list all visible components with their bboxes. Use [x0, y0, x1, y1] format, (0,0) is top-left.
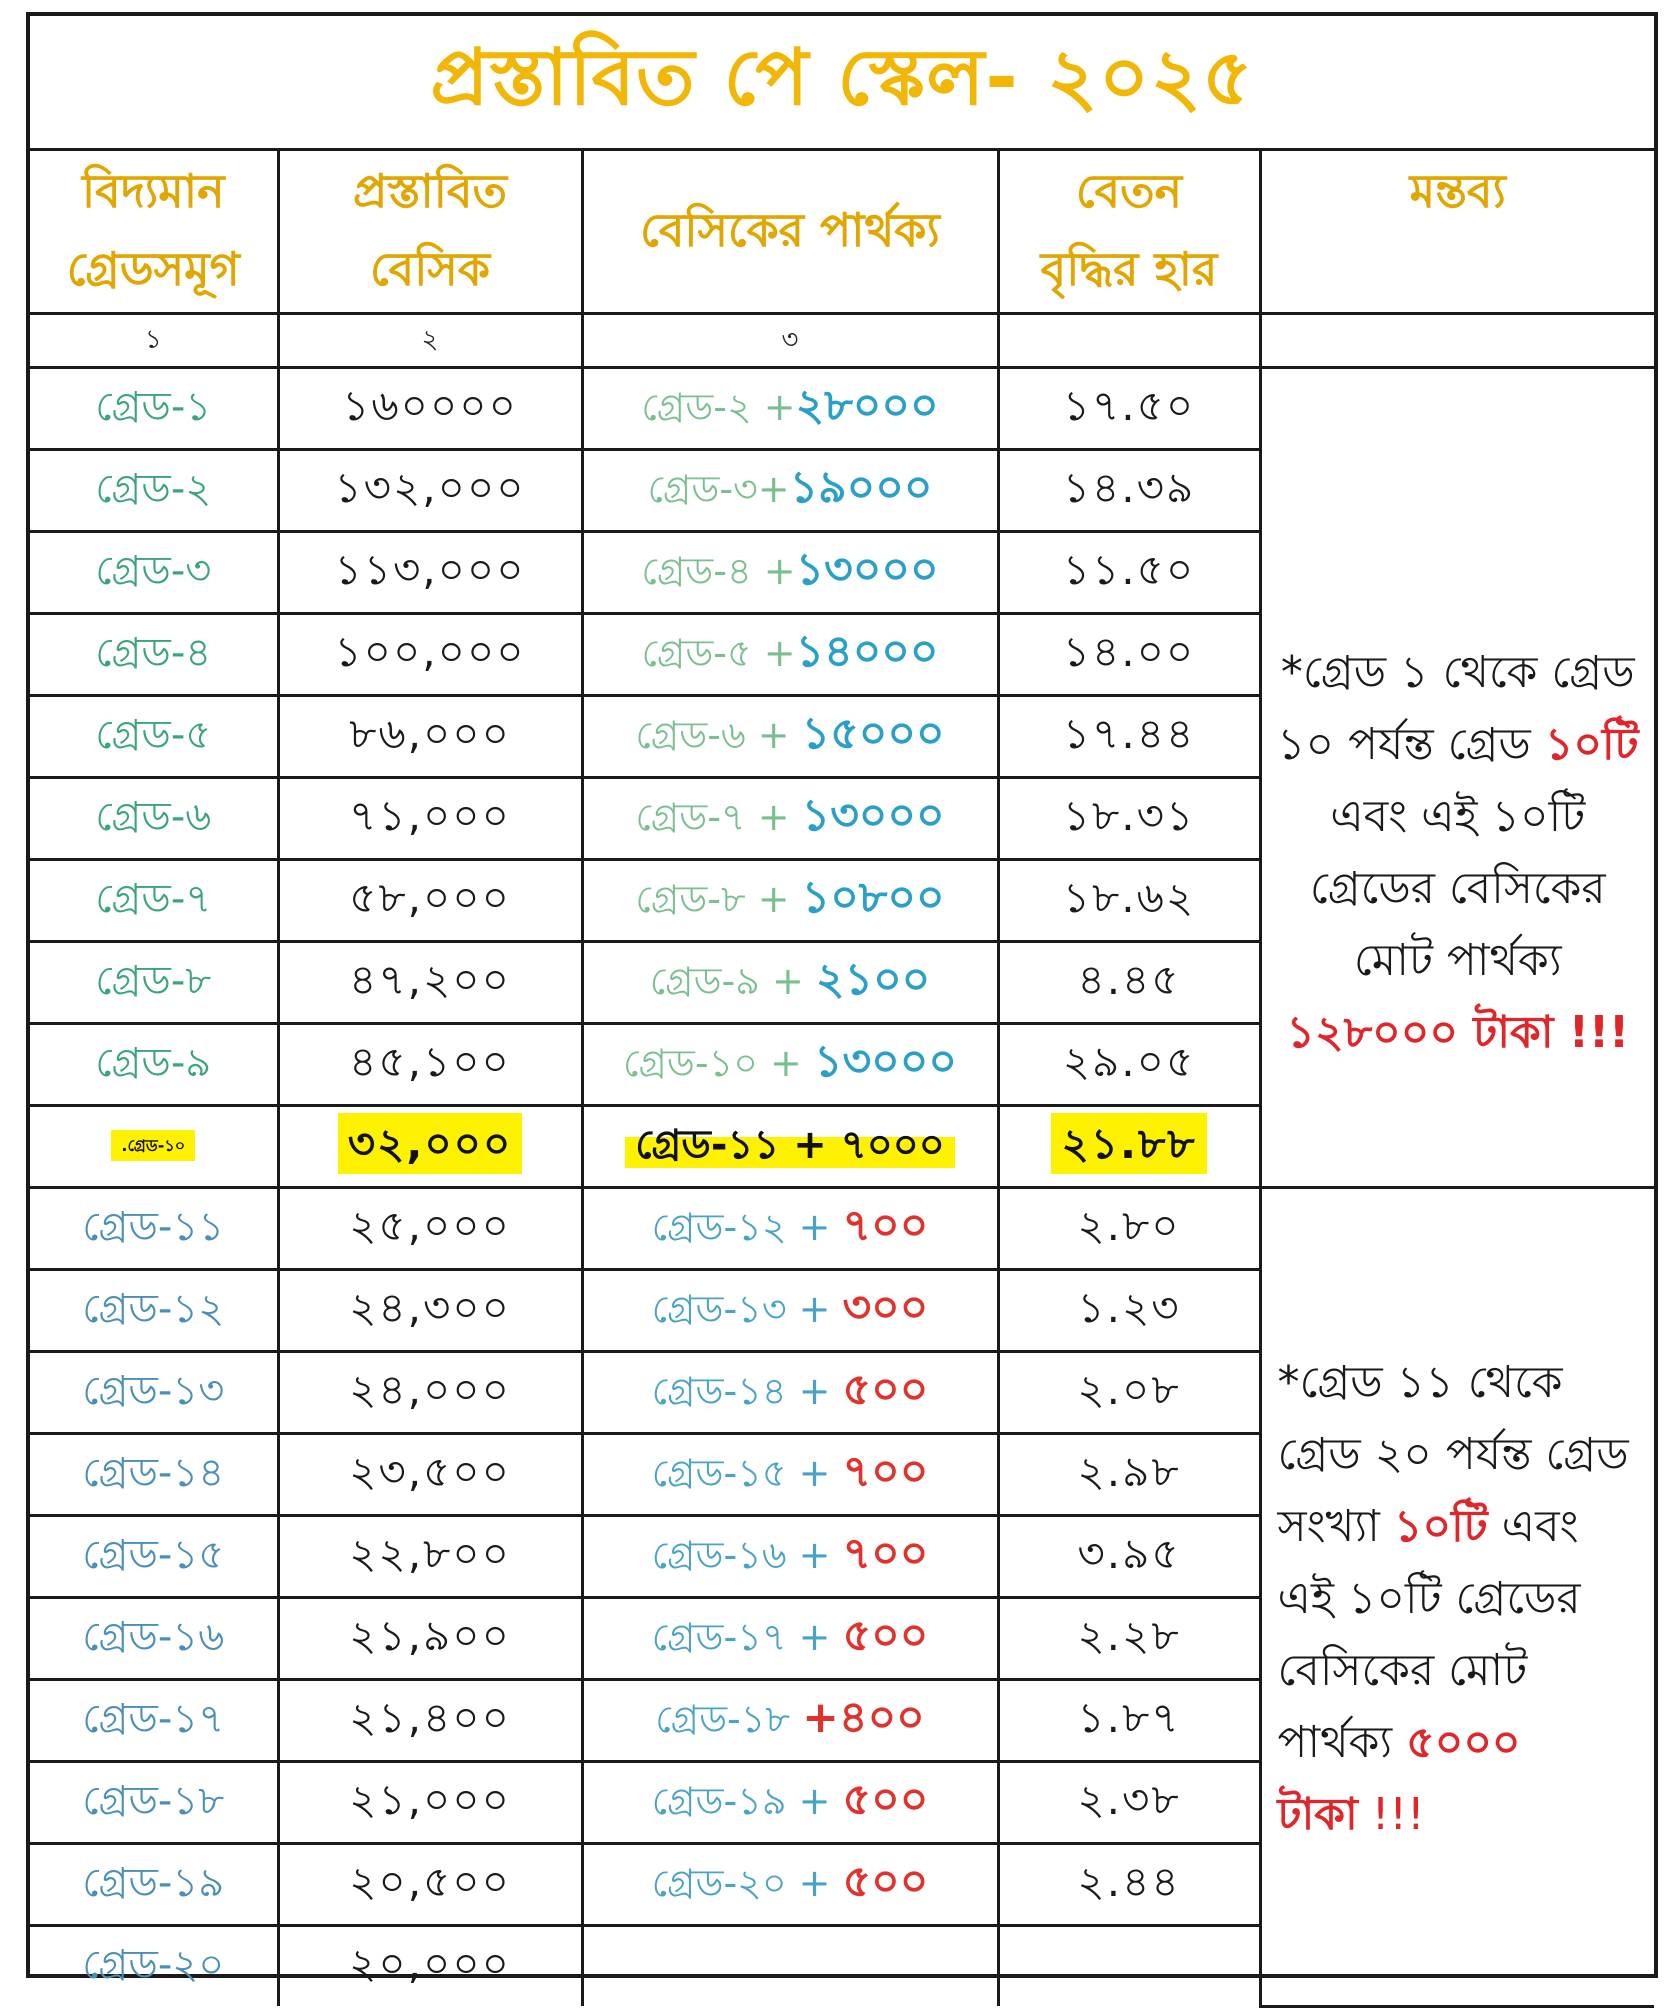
header-remarks — [1260, 148, 1654, 314]
difference-value — [651, 1856, 929, 1907]
basic-value: ৭১,০০০ — [349, 791, 511, 840]
difference-value — [641, 626, 939, 677]
grade-cell — [30, 1762, 278, 1844]
rate-value: ৩.৯৫ — [1077, 1529, 1181, 1578]
remark-total: ৫০০০ — [1406, 1716, 1521, 1768]
rate-value: ১৪.৩৯ — [1062, 463, 1196, 512]
basic-value: ৫৮,০০০ — [349, 873, 511, 922]
basic-cell — [278, 1926, 582, 2007]
basic-value: ২৩,৫০০ — [349, 1447, 511, 1496]
header-proposed-basic — [278, 148, 582, 314]
rate-cell — [998, 450, 1260, 532]
basic-value: ২৪,০০০ — [349, 1365, 511, 1414]
difference-grade: গ্রেড-৩+ — [647, 467, 790, 511]
rate-value: ১৮.৬২ — [1062, 873, 1196, 922]
basic-cell — [278, 1270, 582, 1352]
grade-label: গ্রেড-৭ — [95, 876, 212, 922]
basic-cell — [278, 696, 582, 778]
grade-label: .গ্রেড-১০ — [111, 1130, 195, 1161]
difference-value — [651, 1364, 929, 1415]
remark-line: *গ্রেড ১ থেকে গ্রেড — [1280, 646, 1635, 698]
rate-cell — [998, 368, 1260, 450]
grade-cell — [30, 1598, 278, 1680]
difference-cell — [582, 1106, 998, 1188]
basic-cell — [278, 942, 582, 1024]
difference-grade: গ্রেড-৮ + — [635, 877, 802, 921]
basic-cell — [278, 368, 582, 450]
rate-value: ১৮.৩১ — [1062, 791, 1196, 840]
difference-cell — [582, 1270, 998, 1352]
difference-value — [649, 954, 931, 1005]
rate-value: ২.৩৮ — [1077, 1775, 1181, 1824]
rate-value: ১৭.৫০ — [1062, 381, 1196, 430]
basic-value: ২৪,৩০০ — [349, 1283, 511, 1332]
grade-label: গ্রেড-২০ — [82, 1942, 225, 1988]
rate-cell — [998, 778, 1260, 860]
difference-cell — [582, 1516, 998, 1598]
table-header-row — [30, 148, 1654, 314]
difference-amount: ৭০০ — [842, 1446, 929, 1497]
rate-cell — [998, 1106, 1260, 1188]
grade-label: গ্রেড-৩ — [95, 548, 212, 594]
difference-grade: গ্রেড-১২ + — [651, 1205, 843, 1249]
difference-amount: ১৩০০০ — [813, 1036, 957, 1087]
difference-cell — [582, 1188, 998, 1270]
basic-value: ৩২,০০০ — [338, 1113, 523, 1174]
basic-value: ২২,৮০০ — [349, 1529, 511, 1578]
header-line: বেতন — [1075, 164, 1183, 218]
grade-label: গ্রেড-৯ — [95, 1040, 212, 1086]
basic-cell — [278, 1188, 582, 1270]
difference-grade: গ্রেড-১৬ + — [651, 1533, 843, 1577]
difference-amount: ১৩০০০ — [801, 790, 945, 841]
difference-cell — [582, 450, 998, 532]
basic-cell — [278, 860, 582, 942]
grade-cell — [30, 1516, 278, 1598]
grade-label: গ্রেড-১৭ — [82, 1696, 225, 1742]
difference-amount: ১৫০০০ — [801, 708, 945, 759]
difference-value — [625, 1122, 955, 1168]
difference-value — [651, 1774, 929, 1825]
difference-amount: ৩০০ — [842, 1282, 929, 1333]
difference-amount: ১৩০০০ — [795, 544, 939, 595]
grade-cell — [30, 1926, 278, 2007]
difference-grade: গ্রেড-৬ + — [635, 713, 802, 757]
remark-line: মোট পার্থক্য — [1353, 934, 1562, 986]
remark-line — [1278, 1491, 1655, 1563]
difference-grade: গ্রেড-১৭ + — [651, 1615, 843, 1659]
difference-cell — [582, 1024, 998, 1106]
remark-line: এবং এই ১০টি — [1330, 790, 1586, 842]
rate-cell — [998, 1516, 1260, 1598]
basic-cell — [278, 778, 582, 860]
rate-value: ১৪.০০ — [1062, 627, 1196, 676]
basic-cell — [278, 1680, 582, 1762]
rate-cell — [998, 1270, 1260, 1352]
grade-label: গ্রেড-২ — [95, 466, 212, 512]
header-line: বেসিক — [370, 242, 490, 296]
column-number: ১ — [30, 314, 278, 368]
basic-cell — [278, 1598, 582, 1680]
remark-line — [1278, 1779, 1655, 1851]
remark-total: ১২৮০০০ টাকা !!! — [1286, 1006, 1630, 1058]
difference-cell — [582, 1844, 998, 1926]
difference-grade: গ্রেড-১৯ + — [651, 1779, 843, 1823]
difference-cell — [582, 1926, 998, 2007]
difference-amount: ১৪০০০ — [795, 626, 939, 677]
rate-cell — [998, 1598, 1260, 1680]
rate-cell — [998, 1680, 1260, 1762]
difference-grade: গ্রেড-১৫ + — [651, 1451, 843, 1495]
header-increase-rate — [998, 148, 1260, 314]
rate-cell — [998, 1024, 1260, 1106]
header-line: বৃদ্ধির হার — [1040, 242, 1218, 296]
grade-cell — [30, 778, 278, 860]
basic-value: ২১,৯০০ — [349, 1611, 511, 1660]
basic-cell — [278, 1352, 582, 1434]
rate-cell — [998, 1926, 1260, 2007]
remark-grade-11-20 — [1260, 1188, 1654, 2007]
grade-label: গ্রেড-৫ — [95, 712, 212, 758]
difference-amount: ১০৮০০ — [801, 872, 945, 923]
column-number: ৩ — [582, 314, 998, 368]
rate-cell — [998, 614, 1260, 696]
header-line: প্রস্তাবিত — [352, 164, 508, 218]
column-number: ২ — [278, 314, 582, 368]
grade-label: গ্রেড-১১ — [82, 1204, 225, 1250]
basic-value: ২৫,০০০ — [349, 1201, 511, 1250]
pay-scale-sheet — [26, 12, 1658, 1988]
difference-cell — [582, 778, 998, 860]
rate-cell — [998, 1188, 1260, 1270]
grade-cell — [30, 1024, 278, 1106]
remark-line: *গ্রেড ১১ থেকে — [1277, 1356, 1563, 1408]
basic-cell — [278, 1024, 582, 1106]
basic-cell — [278, 1516, 582, 1598]
difference-value — [635, 708, 945, 759]
grade-label: গ্রেড-৪ — [95, 630, 212, 676]
basic-cell — [278, 1762, 582, 1844]
difference-amount: ৭০০০ — [840, 1122, 945, 1168]
grade-label: গ্রেড-১ — [95, 384, 212, 430]
basic-cell — [278, 532, 582, 614]
rate-value: ১.২৩ — [1077, 1283, 1181, 1332]
grade-cell — [30, 1844, 278, 1926]
page-title: প্রস্তাবিত পে স্কেল- ২০২৫ — [30, 16, 1654, 151]
difference-grade: গ্রেড-১১ + — [635, 1122, 841, 1168]
difference-cell — [582, 860, 998, 942]
remark-total: টাকা — [1277, 1788, 1358, 1840]
basic-cell — [278, 1106, 582, 1188]
rate-value: ৪.৪৫ — [1077, 955, 1181, 1004]
difference-value — [623, 1036, 957, 1087]
difference-amount: ৭০০ — [842, 1528, 929, 1579]
basic-value: ১১৩,০০০ — [334, 545, 526, 594]
header-line: মন্তব্য — [1409, 164, 1506, 218]
basic-value: ২১,০০০ — [349, 1775, 511, 1824]
grade-cell — [30, 368, 278, 450]
difference-value — [651, 1282, 929, 1333]
remark-text: পার্থক্য — [1277, 1716, 1407, 1768]
rate-cell — [998, 1434, 1260, 1516]
difference-value — [651, 1446, 929, 1497]
difference-cell — [582, 942, 998, 1024]
rate-cell — [998, 1844, 1260, 1926]
header-line: গ্রেডসমূগ — [66, 242, 240, 296]
difference-amount: ৫০০ — [842, 1856, 929, 1907]
header-line: বেসিকের পার্থক্য — [640, 203, 940, 257]
basic-cell — [278, 450, 582, 532]
rate-value: ২.৮০ — [1077, 1201, 1181, 1250]
difference-cell — [582, 1762, 998, 1844]
rate-value: ২.০৮ — [1077, 1365, 1181, 1414]
rate-value: ২৯.০৫ — [1062, 1037, 1196, 1086]
difference-amount: ২৮০০০ — [795, 380, 939, 431]
grade-cell — [30, 942, 278, 1024]
column-number — [998, 314, 1260, 368]
grade-cell — [30, 1106, 278, 1188]
grade-label: গ্রেড-১৮ — [82, 1778, 225, 1824]
column-number — [1260, 314, 1654, 368]
basic-value: ৪৭,২০০ — [349, 955, 511, 1004]
difference-value — [641, 380, 939, 431]
basic-value: ৪৫,১০০ — [349, 1037, 511, 1086]
remark-text: ১০ পর্যন্ত গ্রেড — [1276, 718, 1545, 770]
rate-cell — [998, 1762, 1260, 1844]
difference-amount: ৫০০ — [842, 1774, 929, 1825]
difference-value — [641, 544, 939, 595]
remark-line: বেসিকের মোট — [1277, 1644, 1528, 1696]
table-row — [30, 1188, 1654, 1270]
basic-cell — [278, 1844, 582, 1926]
rate-value: ১৭.৪৪ — [1062, 709, 1196, 758]
remark-line — [1278, 1707, 1655, 1779]
basic-value: ২০,০০০ — [349, 1939, 511, 1988]
rate-cell — [998, 1352, 1260, 1434]
difference-cell — [582, 532, 998, 614]
difference-value — [635, 872, 945, 923]
difference-amount: +৪০০ — [802, 1692, 925, 1743]
difference-cell — [582, 1434, 998, 1516]
difference-amount: ৫০০ — [842, 1610, 929, 1661]
basic-value: ৮৬,০০০ — [349, 709, 511, 758]
basic-value: ২০,৫০০ — [349, 1857, 511, 1906]
difference-value — [655, 1692, 925, 1743]
difference-cell — [582, 1598, 998, 1680]
remark-line: গ্রেডের বেসিকের — [1309, 862, 1606, 914]
rate-value: ২.৪৪ — [1077, 1857, 1181, 1906]
grade-cell — [30, 1270, 278, 1352]
difference-grade: গ্রেড-১০ + — [623, 1041, 814, 1085]
grade-label: গ্রেড-১৯ — [82, 1860, 225, 1906]
grade-cell — [30, 614, 278, 696]
grade-cell — [30, 696, 278, 778]
remark-highlight: ১০টি — [1544, 718, 1639, 770]
grade-cell — [30, 1352, 278, 1434]
basic-value: ২১,৪০০ — [349, 1693, 511, 1742]
basic-value: ১৩২,০০০ — [334, 463, 526, 512]
difference-amount: ৫০০ — [842, 1364, 929, 1415]
rate-value: ১.৮৭ — [1077, 1693, 1181, 1742]
rate-cell — [998, 696, 1260, 778]
difference-grade: গ্রেড-১৮ — [655, 1697, 803, 1741]
difference-cell — [582, 696, 998, 778]
rate-value: ১১.৫০ — [1062, 545, 1196, 594]
grade-label: গ্রেড-৬ — [95, 794, 212, 840]
grade-label: গ্রেড-১৫ — [82, 1532, 225, 1578]
rate-value: ২.২৮ — [1077, 1611, 1181, 1660]
difference-amount: ৭০০ — [842, 1200, 929, 1251]
difference-cell — [582, 1352, 998, 1434]
remark-text: সংখ্যা — [1277, 1500, 1394, 1552]
remark-line: গ্রেড ২০ পর্যন্ত গ্রেড — [1277, 1428, 1629, 1480]
rate-cell — [998, 532, 1260, 614]
grade-cell — [30, 1680, 278, 1762]
grade-cell — [30, 1434, 278, 1516]
column-number-row — [30, 314, 1654, 368]
difference-grade: গ্রেড-১৪ + — [651, 1369, 843, 1413]
difference-value — [635, 790, 945, 841]
difference-grade: গ্রেড-৯ + — [649, 959, 816, 1003]
table-row — [30, 368, 1654, 450]
difference-grade: গ্রেড-১৩ + — [651, 1287, 843, 1331]
difference-value — [647, 462, 933, 513]
difference-amount: ১৯০০০ — [789, 462, 933, 513]
grade-label: গ্রেড-১২ — [82, 1286, 225, 1332]
rate-cell — [998, 942, 1260, 1024]
grade-label: গ্রেড-১৬ — [82, 1614, 225, 1660]
difference-grade: গ্রেড-২০ + — [651, 1861, 843, 1905]
difference-grade: গ্রেড-৪ + — [641, 549, 796, 593]
header-existing-grades — [30, 148, 278, 314]
basic-value: ১০০,০০০ — [334, 627, 526, 676]
grade-cell — [30, 532, 278, 614]
difference-grade: গ্রেড-২ + — [641, 385, 796, 429]
header-basic-difference — [582, 148, 998, 314]
difference-value — [651, 1528, 929, 1579]
remark-text: !!! — [1357, 1788, 1425, 1840]
remark-line: এই ১০টি গ্রেডের — [1277, 1572, 1581, 1624]
grade-label: গ্রেড-৮ — [95, 958, 212, 1004]
basic-cell — [278, 614, 582, 696]
difference-grade: গ্রেড-৫ + — [641, 631, 796, 675]
pay-scale-table — [30, 148, 1654, 2008]
rate-value: ২১.৮৮ — [1051, 1113, 1206, 1174]
remark-highlight: ১০টি — [1393, 1500, 1488, 1552]
difference-value — [651, 1200, 929, 1251]
basic-cell — [278, 1434, 582, 1516]
difference-cell — [582, 1680, 998, 1762]
grade-cell — [30, 450, 278, 532]
remark-line — [1262, 709, 1655, 781]
difference-cell — [582, 368, 998, 450]
remark-grade-1-10 — [1260, 368, 1654, 1188]
rate-value: ২.৯৮ — [1077, 1447, 1181, 1496]
header-line: বিদ্যমান — [81, 164, 225, 218]
grade-label: গ্রেড-১৩ — [82, 1368, 225, 1414]
grade-cell — [30, 1188, 278, 1270]
grade-label: গ্রেড-১৪ — [82, 1450, 225, 1496]
remark-text: এবং — [1487, 1500, 1579, 1552]
difference-grade: গ্রেড-৭ + — [635, 795, 802, 839]
difference-value — [651, 1610, 929, 1661]
difference-cell — [582, 614, 998, 696]
grade-cell — [30, 860, 278, 942]
basic-value: ১৬০০০০ — [342, 381, 518, 430]
difference-amount: ২১০০ — [815, 954, 931, 1005]
rate-cell — [998, 860, 1260, 942]
